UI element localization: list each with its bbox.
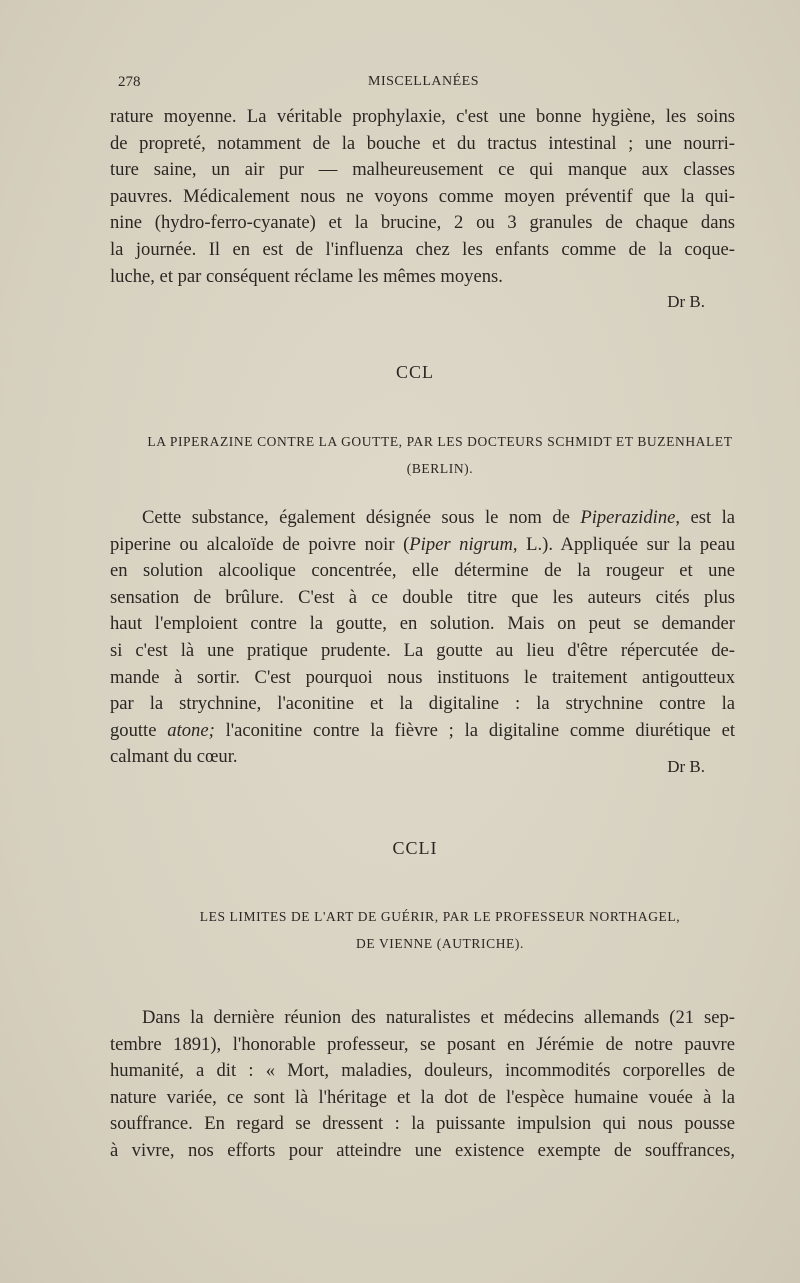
section-body: [110, 505, 735, 771]
text-line: si c'est là une pratique prudente. La goutte au lieu d'être répercutée de-: [110, 639, 735, 661]
text-line: luche, et par conséquent réclame les mêmes moyens.: [110, 265, 503, 287]
paragraph-continuation: [110, 104, 735, 290]
text-line: nine (hydro-ferro-cyanate) et la brucine, 2 ou 3 granules de chaque dans: [110, 212, 735, 234]
text-line: à vivre, nos efforts pour atteindre une existence exempte de souffrances,: [110, 1139, 735, 1161]
text-line: Dans la dernière réunion des naturalistes et médecins allemands (21 sep-: [142, 1007, 735, 1028]
running-head: [118, 74, 735, 96]
text-line: par la strychnine, l'aconitine et la digitaline : la strychnine contre la: [110, 693, 735, 715]
running-title: MISCELLANÉES: [368, 74, 479, 89]
section-title-line: DE VIENNE (AUTRICHE).: [356, 936, 524, 951]
section-title: [140, 428, 740, 482]
text-line: souffrance. En regard se dressent : la puissante impulsion qui nous pousse: [110, 1113, 735, 1135]
section-title: [140, 903, 740, 957]
signature: Dr B.: [667, 292, 705, 311]
text-line: pauvres. Médicalement nous ne voyons comme moyen préventif que la qui-: [110, 185, 735, 207]
text-line: humanité, a dit : « Mort, maladies, douleurs, incommodités corporelles de: [110, 1060, 735, 1082]
text-line: rature moyenne. La véritable prophylaxie, c'est une bonne hygiène, les soins: [110, 106, 735, 127]
section-number: CCL: [395, 362, 434, 382]
page-number: 278: [118, 74, 141, 90]
text-line: goutte atone; l'aconitine contre la fièvre ; la digitaline comme diurétique et: [110, 719, 736, 741]
text-line: en solution alcoolique concentrée, elle détermine de la rougeur et une: [110, 560, 735, 582]
section-number: CCLI: [392, 838, 438, 858]
signature: Dr B.: [667, 757, 705, 776]
section-title-line: LA PIPERAZINE CONTRE LA GOUTTE, PAR LES DOCTEURS SCHMIDT ET BUZENHALET: [147, 434, 733, 449]
text-line: piperine ou alcaloïde de poivre noir (Piper nigrum, L.). Appliquée sur la peau: [110, 533, 735, 555]
text-line: mande à sortir. C'est pourquoi nous instituons le traitement antigoutteux: [110, 666, 735, 688]
text-line: calmant du cœur.: [110, 746, 238, 768]
text-line: de propreté, notamment de la bouche et du tractus intestinal ; une nourri-: [110, 132, 735, 154]
text-line: Cette substance, également désignée sous le nom de Piperazidine, est la: [142, 507, 736, 528]
text-line: ture saine, un air pur — malheureusement ce qui manque aux classes: [110, 159, 735, 181]
section-title-line: (BERLIN).: [406, 461, 474, 476]
section-body: [110, 1005, 735, 1165]
section-title-line: LES LIMITES DE L'ART DE GUÉRIR, PAR LE PROFESSEUR NORTHAGEL,: [199, 909, 681, 924]
text-line: sensation de brûlure. C'est à ce double titre que les auteurs cités plus: [110, 586, 735, 608]
text-line: nature variée, ce sont là l'héritage et la dot de l'espèce humaine vouée à la: [110, 1086, 735, 1108]
text-line: tembre 1891), l'honorable professeur, se posant en Jérémie de notre pauvre: [110, 1033, 735, 1055]
text-line: la journée. Il en est de l'influenza chez les enfants comme de la coque-: [110, 238, 735, 260]
text-line: haut l'emploient contre la goutte, en solution. Mais on peut se demander: [110, 613, 735, 635]
